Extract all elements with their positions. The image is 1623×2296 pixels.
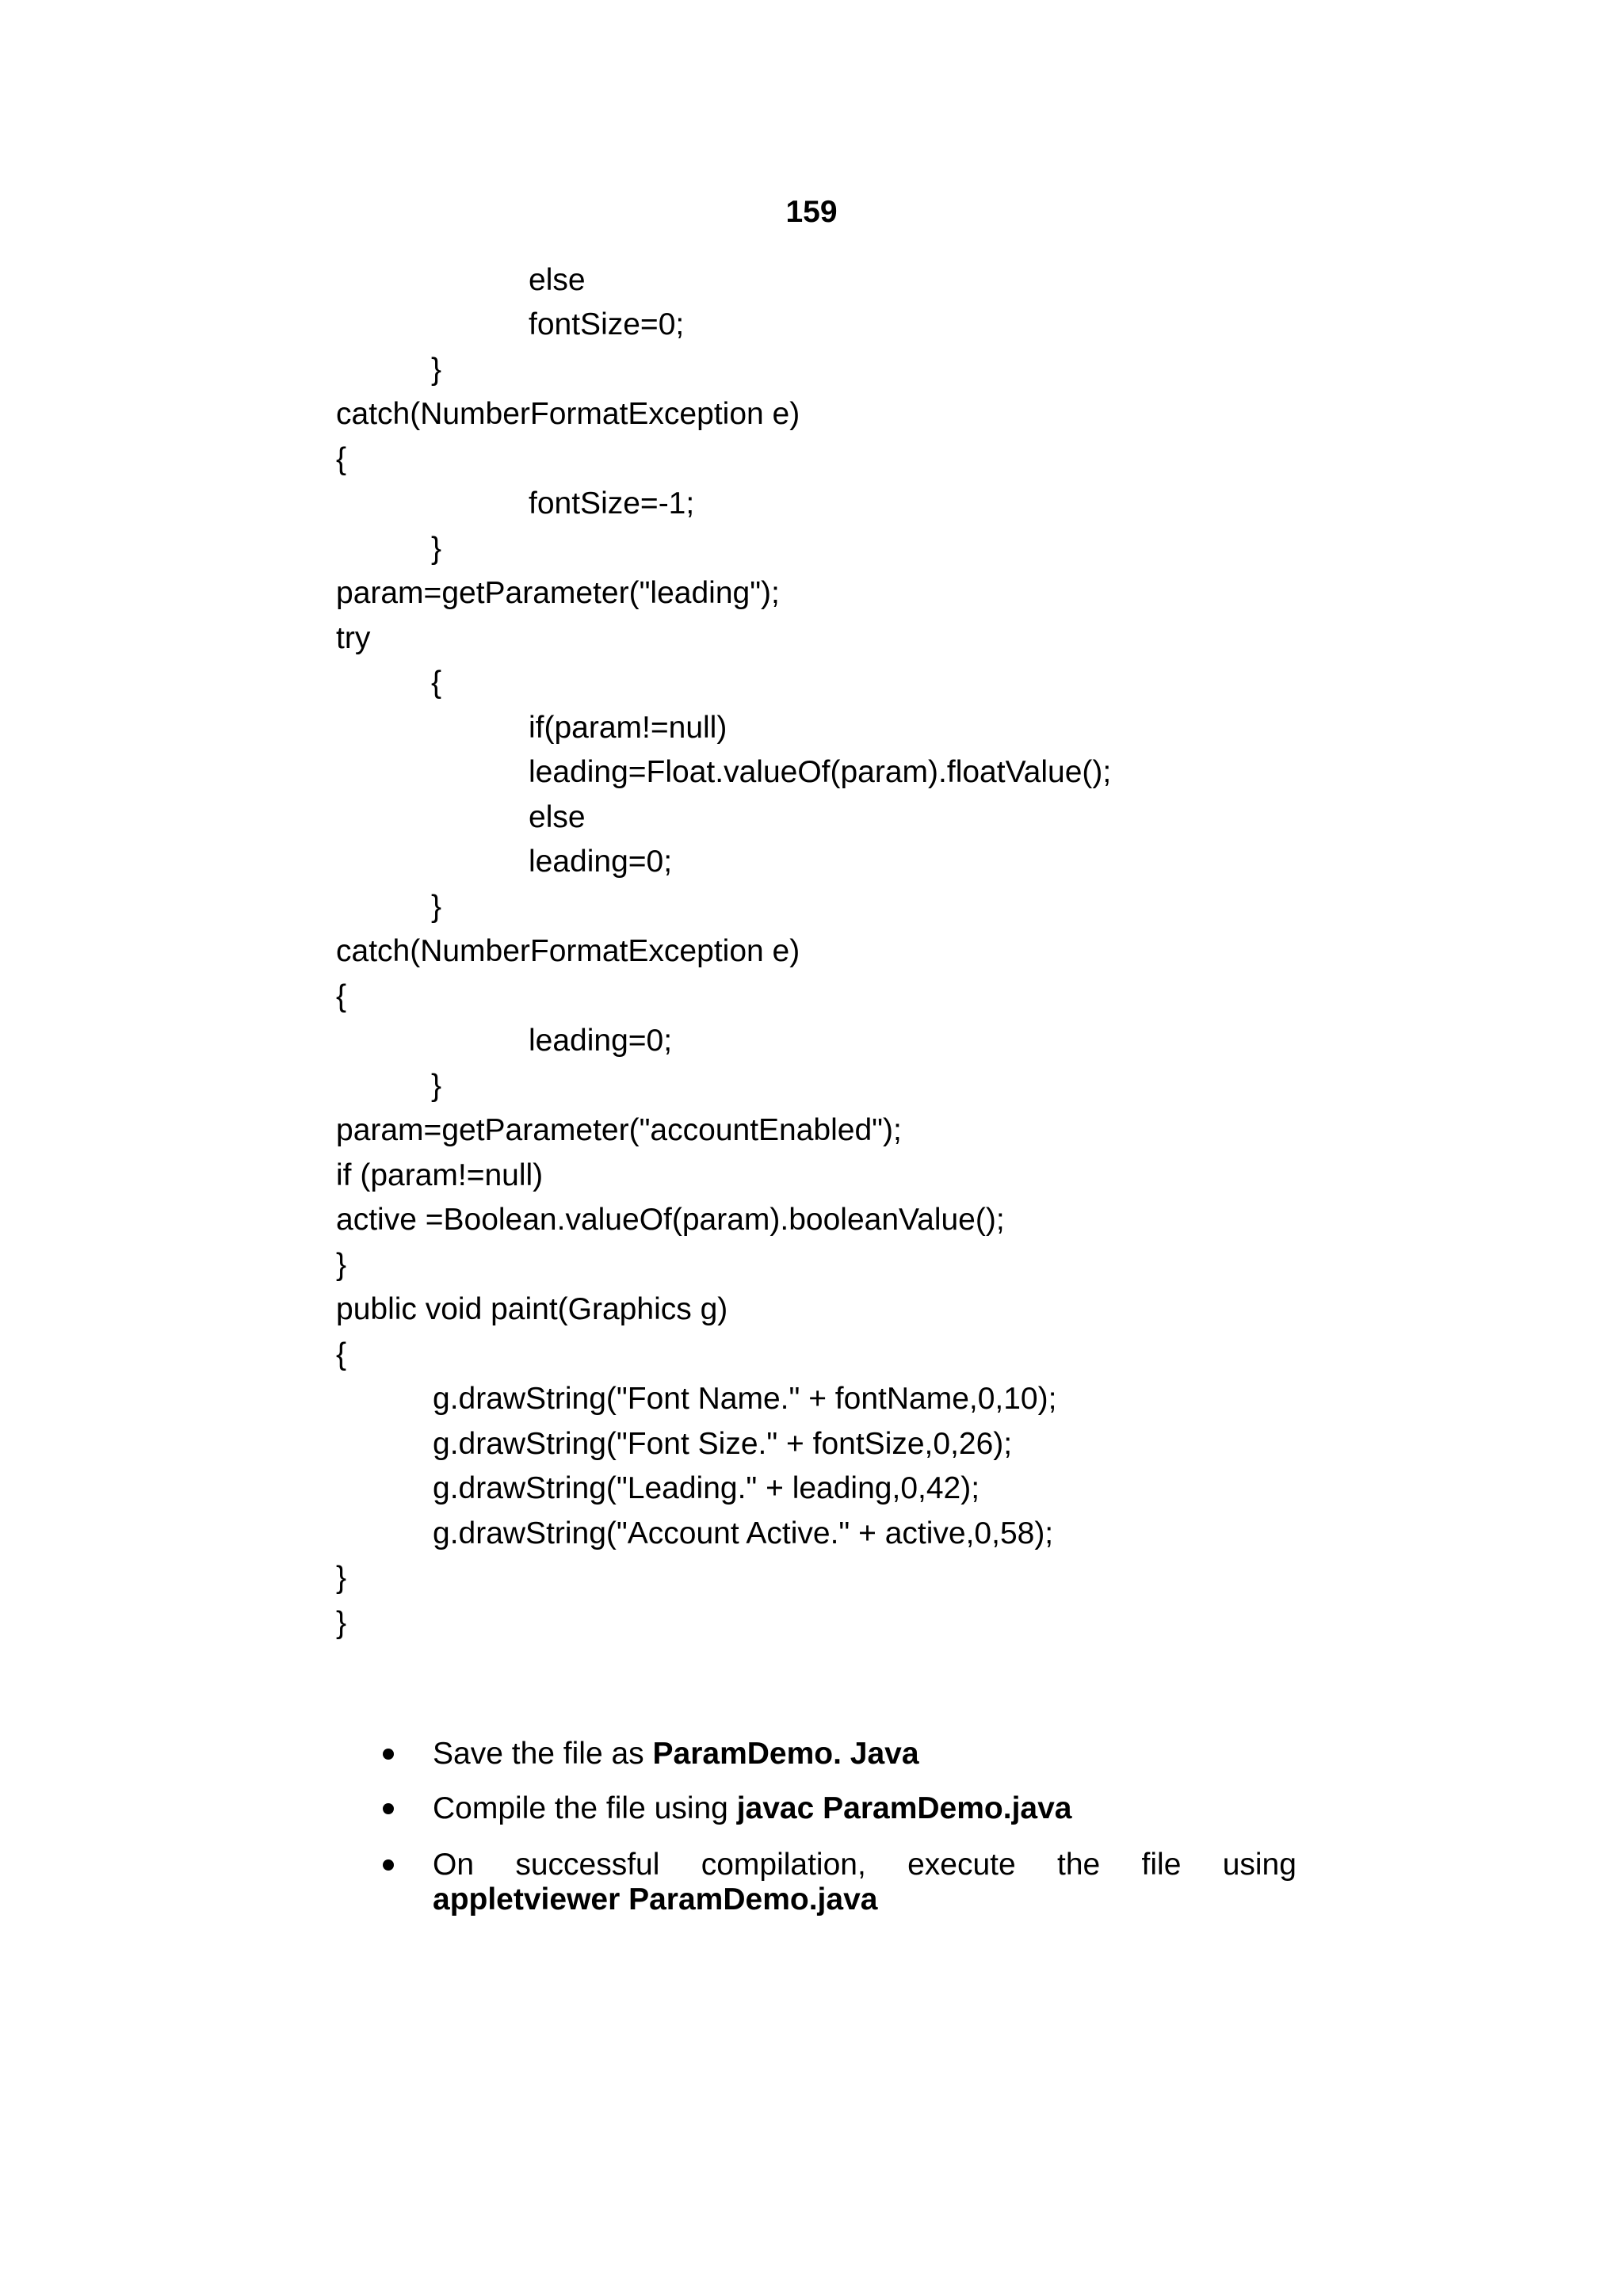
code-line: { (336, 1337, 347, 1371)
code-line: fontSize=-1; (529, 486, 695, 521)
justified-line (433, 1846, 1296, 1884)
list-item-bold: ParamDemo. Java (652, 1737, 919, 1771)
code-line: if(param!=null) (529, 711, 727, 745)
list-item-bold: appletviewer ParamDemo.java (433, 1882, 878, 1917)
code-line: try (336, 621, 371, 655)
code-line: public void paint(Graphics g) (336, 1292, 728, 1326)
list-item-plain: Save the file as (433, 1737, 653, 1771)
word: using (1222, 1848, 1296, 1882)
page-number: 159 (785, 195, 838, 229)
list-item-text (433, 1735, 1296, 1773)
code-line: } (336, 1606, 347, 1640)
code-line: catch(NumberFormatException e) (336, 397, 800, 431)
code-line: } (431, 1069, 442, 1103)
bullet-icon (383, 1749, 394, 1760)
code-line: g.drawString("Font Size." + fontSize,0,26); (433, 1427, 1013, 1461)
bullet-icon (383, 1859, 394, 1871)
word: compilation, (701, 1848, 866, 1882)
code-line: else (529, 263, 586, 297)
code-line: } (431, 532, 442, 566)
code-line: g.drawString("Font Name." + fontName,0,10); (433, 1382, 1057, 1416)
code-line: fontSize=0; (529, 307, 685, 341)
list-item-text (433, 1846, 1296, 1919)
list-item-text (433, 1790, 1296, 1828)
bullet-icon (383, 1803, 394, 1814)
code-line: } (431, 353, 442, 387)
word: execute (907, 1848, 1016, 1882)
code-line: leading=0; (529, 1024, 673, 1058)
code-line: active =Boolean.valueOf(param).booleanValue(); (336, 1203, 1005, 1237)
code-line: { (336, 979, 347, 1013)
code-line: { (336, 442, 347, 476)
code-line: } (431, 890, 442, 924)
word: successful (515, 1848, 660, 1882)
word: On (433, 1848, 475, 1882)
code-line: { (431, 666, 442, 700)
word: the (1057, 1848, 1101, 1882)
code-line: } (336, 1561, 347, 1595)
list-item-plain: Compile the file using (433, 1791, 737, 1825)
list-item-bold: javac ParamDemo.java (736, 1791, 1072, 1825)
code-line: param=getParameter("accountEnabled"); (336, 1113, 902, 1147)
code-line: g.drawString("Account Active." + active,0,58); (433, 1516, 1054, 1550)
code-line: else (529, 800, 586, 834)
code-line: param=getParameter("leading"); (336, 576, 780, 610)
code-line: g.drawString("Leading." + leading,0,42); (433, 1471, 980, 1505)
code-line: catch(NumberFormatException e) (336, 934, 800, 968)
code-line: leading=0; (529, 845, 673, 879)
code-line: leading=Float.valueOf(param).floatValue(); (529, 755, 1112, 789)
code-line: if (param!=null) (336, 1158, 544, 1192)
code-line: } (336, 1248, 347, 1282)
word: file (1141, 1848, 1182, 1882)
